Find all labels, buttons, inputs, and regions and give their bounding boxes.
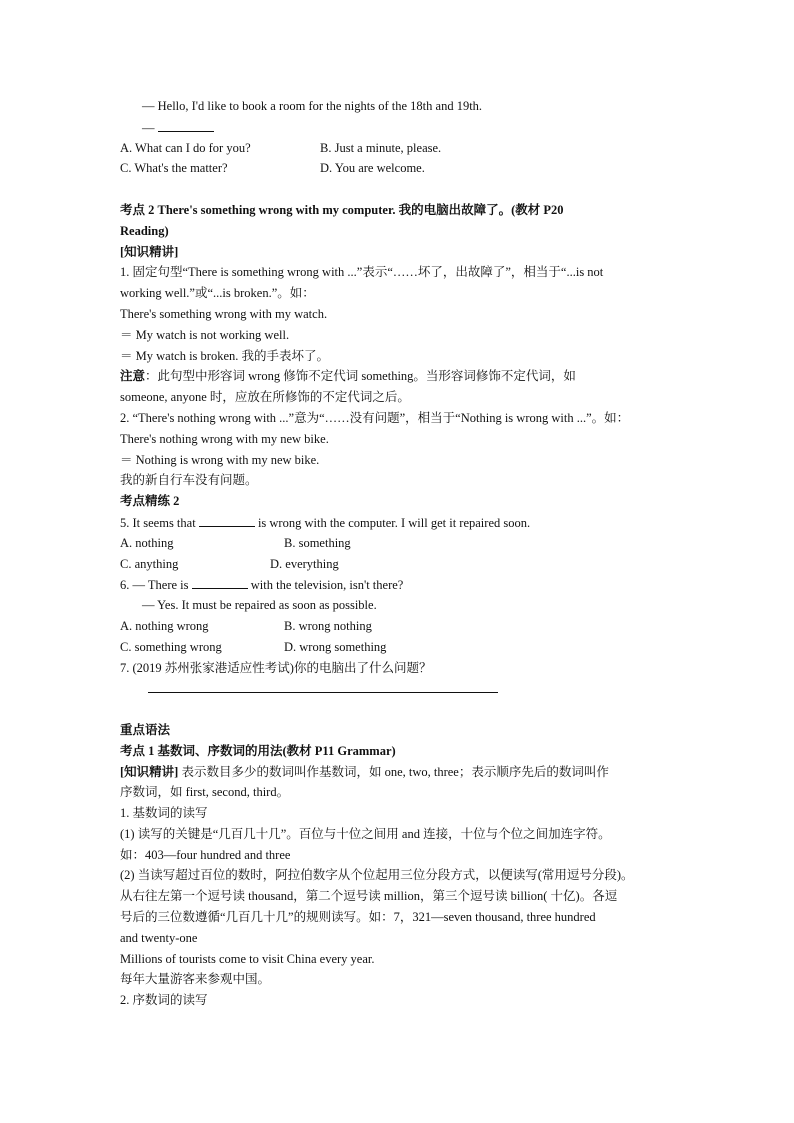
rule-1-line-2: 如：403—four hundred and three bbox=[120, 847, 291, 862]
grammar-intro-line-2: 序数词，如 first, second, third。 bbox=[120, 785, 290, 800]
q5-option-a[interactable]: A. nothing bbox=[120, 535, 174, 550]
rule-2-line-2: 从右往左第一个逗号读 thousand，第二个逗号读 million，第三个逗号读 billion( 十亿)。各逗 bbox=[120, 889, 618, 904]
q6-blank[interactable] bbox=[192, 574, 248, 589]
example-4: There's nothing wrong with my new bike. bbox=[120, 431, 329, 446]
example-3: ＝ My watch is broken. 我的手表坏了。 bbox=[120, 348, 330, 363]
rule-1-line-1: (1) 读写的关键是“几百几十几”。百位与十位之间用 and 连接，十位与个位之间加连字符。 bbox=[120, 826, 611, 841]
grammar-intro-line-1: [知识精讲] 表示数目多少的数词叫作基数词，如 one, two, three；表示顺序先后的数词叫作 bbox=[120, 764, 609, 779]
point-2-title-cont: Reading) bbox=[120, 223, 169, 238]
q5-options-row-2 bbox=[120, 554, 676, 575]
options-row-1 bbox=[120, 138, 676, 159]
q7-answer-line bbox=[120, 678, 676, 699]
example-5: ＝ Nothing is wrong with my new bike. bbox=[120, 452, 320, 467]
option-a[interactable]: A. What can I do for you? bbox=[120, 140, 251, 155]
knowledge-subhead: [知识精讲] bbox=[120, 244, 179, 259]
note-line-1: 注意：此句型中形容词 wrong 修饰不定代词 something。当形容词修饰不定代词，如 bbox=[120, 369, 576, 384]
note-line-2: someone, anyone 时，应放在所修饰的不定代词之后。 bbox=[120, 390, 410, 405]
example-8: 每年大量游客来参观中国。 bbox=[120, 972, 271, 987]
q6-option-d[interactable]: D. wrong something bbox=[284, 639, 387, 654]
rule-2-line-4: and twenty-one bbox=[120, 930, 198, 945]
practice-2-head: 考点精练 2 bbox=[120, 494, 180, 509]
option-c[interactable]: C. What's the matter? bbox=[120, 161, 228, 176]
q5-options-row-1 bbox=[120, 533, 676, 554]
options-row-2 bbox=[120, 158, 676, 179]
note-label: 注意 bbox=[120, 369, 146, 384]
answer-blank[interactable] bbox=[158, 117, 214, 132]
q5-option-b[interactable]: B. something bbox=[284, 535, 351, 550]
q6-options-row-1 bbox=[120, 616, 676, 637]
example-1: There's something wrong with my watch. bbox=[120, 306, 328, 321]
question-5: 5. It seems that is wrong with the computer. I will get it repaired soon. bbox=[120, 512, 676, 533]
dialog-line-1: — Hello, I'd like to book a room for the nights of the 18th and 19th. bbox=[142, 99, 483, 113]
option-b[interactable]: B. Just a minute, please. bbox=[320, 140, 442, 155]
grammar-head: 重点语法 bbox=[120, 722, 171, 737]
dialog-line-2: — bbox=[120, 117, 676, 138]
q6-option-a[interactable]: A. nothing wrong bbox=[120, 618, 209, 633]
q5-option-d[interactable]: D. everything bbox=[270, 556, 339, 571]
item-1-line-1: 1. 固定句型“There is something wrong with ...”表示“……坏了，出故障了”，相当于“...is not bbox=[120, 265, 604, 280]
question-6: 6. — There is with the television, isn't there? bbox=[120, 574, 676, 595]
item-1-line-2: working well.”或“...is broken.”。如： bbox=[120, 286, 315, 301]
example-7: Millions of tourists come to visit China every year. bbox=[120, 951, 375, 966]
question-7: 7. (2019 苏州张家港适应性考试)你的电脑出了什么问题？ bbox=[120, 660, 432, 675]
q5-blank[interactable] bbox=[199, 512, 255, 527]
q7-blank[interactable] bbox=[148, 678, 498, 693]
rule-2-line-1: (2) 当读写超过百位的数时，阿拉伯数字从个位起用三位分段方式，以便读写(常用逗号分段)。 bbox=[120, 868, 634, 883]
rule-2-line-3: 号后的三位数遵循“几百几十几”的规则读写。如：7，321—seven thousand, three hundred bbox=[120, 910, 596, 925]
section-1: 1. 基数词的读写 bbox=[120, 806, 208, 821]
document-page bbox=[120, 96, 676, 1011]
section-2: 2. 序数词的读写 bbox=[120, 993, 208, 1008]
q6-options-row-2 bbox=[120, 637, 676, 658]
example-6: 我的新自行车没有问题。 bbox=[120, 473, 258, 488]
example-2: ＝ My watch is not working well. bbox=[120, 327, 290, 342]
option-d[interactable]: D. You are welcome. bbox=[320, 161, 425, 176]
question-6-line-2: — Yes. It must be repaired as soon as possible. bbox=[142, 598, 377, 613]
q6-option-b[interactable]: B. wrong nothing bbox=[284, 618, 372, 633]
q6-option-c[interactable]: C. something wrong bbox=[120, 639, 222, 654]
grammar-point-1: 考点 1 基数词、序数词的用法(教材 P11 Grammar) bbox=[120, 743, 396, 758]
point-2-title: 考点 2 There's something wrong with my computer. 我的电脑出故障了。(教材 P20 bbox=[120, 202, 564, 217]
item-2-line-1: 2. “There's nothing wrong with ...”意为“……没有问题”，相当于“Nothing is wrong with ...”。如： bbox=[120, 410, 630, 425]
q5-option-c[interactable]: C. anything bbox=[120, 556, 179, 571]
